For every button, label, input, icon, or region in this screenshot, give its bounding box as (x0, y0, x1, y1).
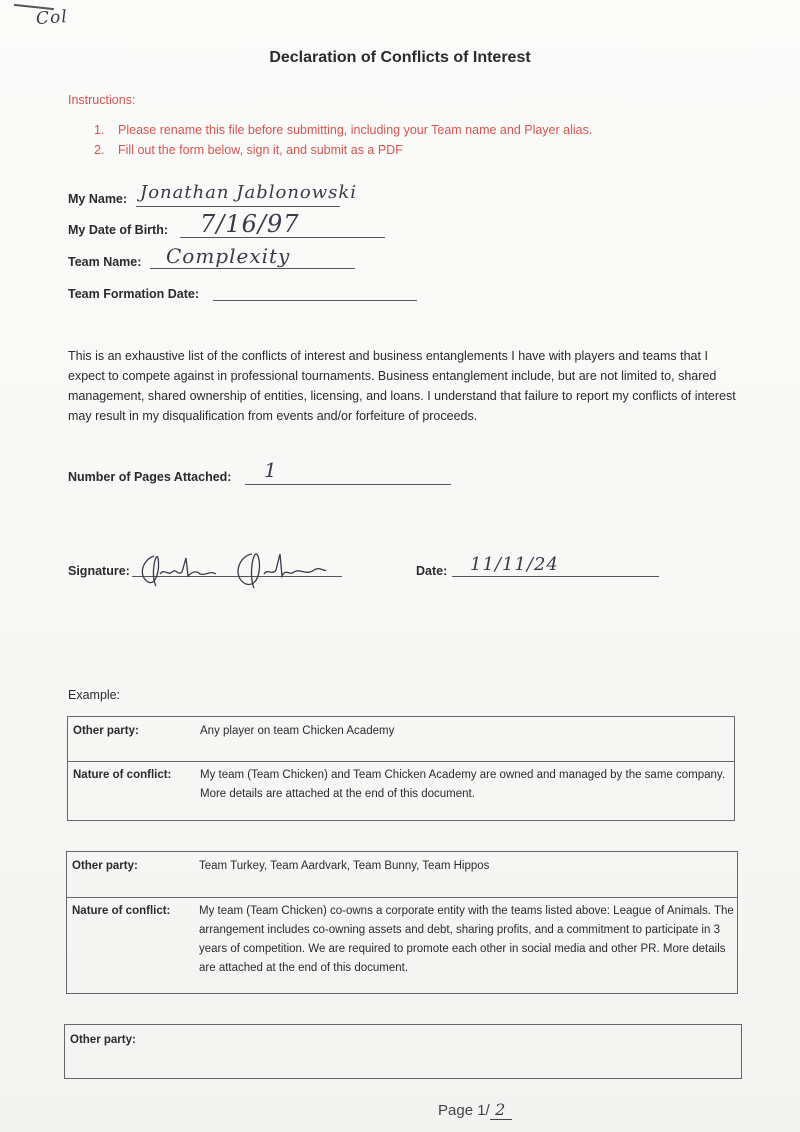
instruction-number: 1. (94, 123, 105, 137)
conflict-table (67, 716, 735, 821)
formation-date-label: Team Formation Date: (68, 287, 200, 301)
page-title: Declaration of Conflicts of Interest (269, 49, 531, 66)
team-name-field[interactable]: Complexity (166, 244, 291, 268)
pages-attached-label: Number of Pages Attached: (68, 470, 232, 484)
corner-handwritten-note: Col (35, 6, 69, 30)
instruction-text: Please rename this file before submitting, including your Team name and Player alias. (118, 123, 593, 137)
page-number (438, 1100, 512, 1120)
signature-field[interactable] (134, 546, 334, 599)
other-party-label: Other party: (70, 1034, 136, 1046)
dob-label: My Date of Birth: (68, 223, 168, 237)
other-party-value: Any player on team Chicken Academy (200, 725, 395, 737)
example-label: Example: (68, 688, 121, 702)
signature-scribble (134, 546, 334, 594)
signature-label: Signature: (68, 564, 130, 578)
name-label: My Name: (68, 192, 128, 206)
instruction-item (94, 143, 403, 157)
nature-of-conflict-label: Nature of conflict: (73, 769, 172, 781)
nature-of-conflict-value: My team (Team Chicken) and Team Chicken Academy are owned and managed by the same company. More details are attached at the end of this document. (200, 769, 726, 800)
name-line (136, 206, 340, 207)
nature-of-conflict-value: My team (Team Chicken) co-owns a corporate entity with the teams listed above: League of Animals. The arrangement includes co-owning assets and debt, sharing profits, and a commitment to participate in 3 years of competition. We are required to promote each other in social media and other PR. More details are attached at the end of this document. (199, 905, 734, 974)
instruction-item (94, 123, 592, 137)
conflict-table-blank (64, 1024, 742, 1079)
table-divider (67, 897, 737, 898)
page-total: 2 (490, 1100, 512, 1120)
other-party-value: Team Turkey, Team Aardvark, Team Bunny, Team Hippos (199, 860, 490, 872)
date-field[interactable]: 11/11/24 (470, 554, 559, 575)
instructions-heading: Instructions: (68, 93, 136, 107)
instruction-text: Fill out the form below, sign it, and submit as a PDF (118, 143, 403, 157)
nature-of-conflict-label: Nature of conflict: (72, 905, 171, 917)
date-label: Date: (416, 564, 448, 578)
other-party-label: Other party: (72, 860, 138, 872)
dob-field[interactable]: 7/16/97 (200, 210, 300, 238)
instruction-number: 2. (94, 143, 105, 157)
pages-attached-line (245, 484, 451, 485)
other-party-label: Other party: (73, 725, 139, 737)
table-divider (68, 761, 734, 762)
pages-attached-field[interactable]: 1 (264, 458, 278, 482)
team-name-label: Team Name: (68, 255, 142, 269)
conflicts-statement: This is an exhaustive list of the conflicts of interest and business entanglements I have with players and teams that I expect to compete against in professional tournaments. Business entanglement include, but are not limited to, shared management, shared ownership of entities, licensing, and loans. I understand that failure to report my conflicts of interest may result in my disqualification from events and/or forfeiture of proceeds. (68, 349, 736, 423)
team-name-line (150, 268, 355, 269)
formation-date-line (213, 300, 417, 301)
name-field[interactable]: Jonathan Jablonowski (140, 182, 358, 203)
date-line (452, 576, 659, 577)
page-number-text: Page 1/ (438, 1102, 490, 1119)
conflict-table (66, 851, 738, 994)
